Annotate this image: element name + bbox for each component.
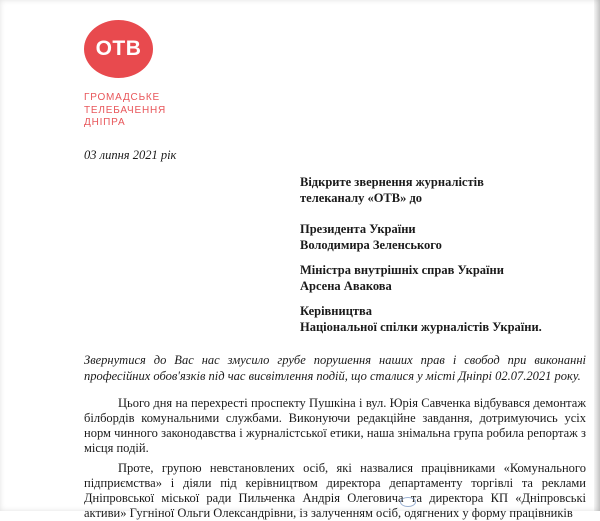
org-name-line: ГРОМАДСЬКЕ	[84, 92, 161, 103]
addressee-block-union	[300, 303, 542, 335]
addressee-line: Президента України	[300, 222, 416, 236]
organization-name	[84, 92, 166, 130]
addressee-line: Міністра внутрішніх справ України	[300, 263, 504, 277]
letter-date: 03 липня 2021 рік	[84, 148, 177, 162]
addressee-block-title	[300, 174, 484, 206]
addressee-block-president	[300, 221, 442, 253]
addressee-line: Володимира Зеленського	[300, 238, 442, 252]
addressee-line: Керівництва	[300, 304, 373, 318]
ink-stamp-mark	[400, 497, 416, 507]
addressee-line: Арсена Авакова	[300, 279, 392, 293]
addressee-block-minister	[300, 262, 504, 294]
addressee-line: Національної спілки журналістів України.	[300, 320, 542, 334]
otv-logo	[84, 20, 153, 78]
logo-text: ОТВ	[95, 37, 142, 60]
intro-paragraph: Звернутися до Вас нас змусило грубе порушення наших прав і свобод при виконанні професійних обов'язків під час висвітлення подій, що сталися у місті Дніпрі 02.07.2021 року.	[84, 353, 586, 383]
addressee-line: Відкрите звернення журналістів	[300, 175, 484, 189]
addressee-line: телеканалу «ОТВ» до	[300, 191, 423, 205]
page-edge	[594, 0, 600, 511]
body-paragraph: Цього дня на перехресті проспекту Пушкіна і вул. Юрія Савченка відбувався демонтаж білбордів комунальними службами. Виконуючи редакційне завдання, дотримуючись усіх норм чинного законодавства і журналістської етики, наша знімальна група робила репортаж з місця подій.	[84, 396, 586, 455]
org-name-line: ТЕЛЕБАЧЕННЯ	[84, 104, 167, 116]
org-name-line: ДНІПРА	[84, 117, 126, 128]
body-paragraph: Проте, групою невстановлених осіб, які назвалися працівниками «Комунального підприємства» і діяли під керівництвом директора департаменту торгівлі та реклами Дніпровської міської ради Пильченка Андрія Олеговича та директора КП «Дніпровські активи» Гугніної Ольги Олександрівни, із залученням осіб, одягнених у форму працівників	[84, 461, 586, 520]
